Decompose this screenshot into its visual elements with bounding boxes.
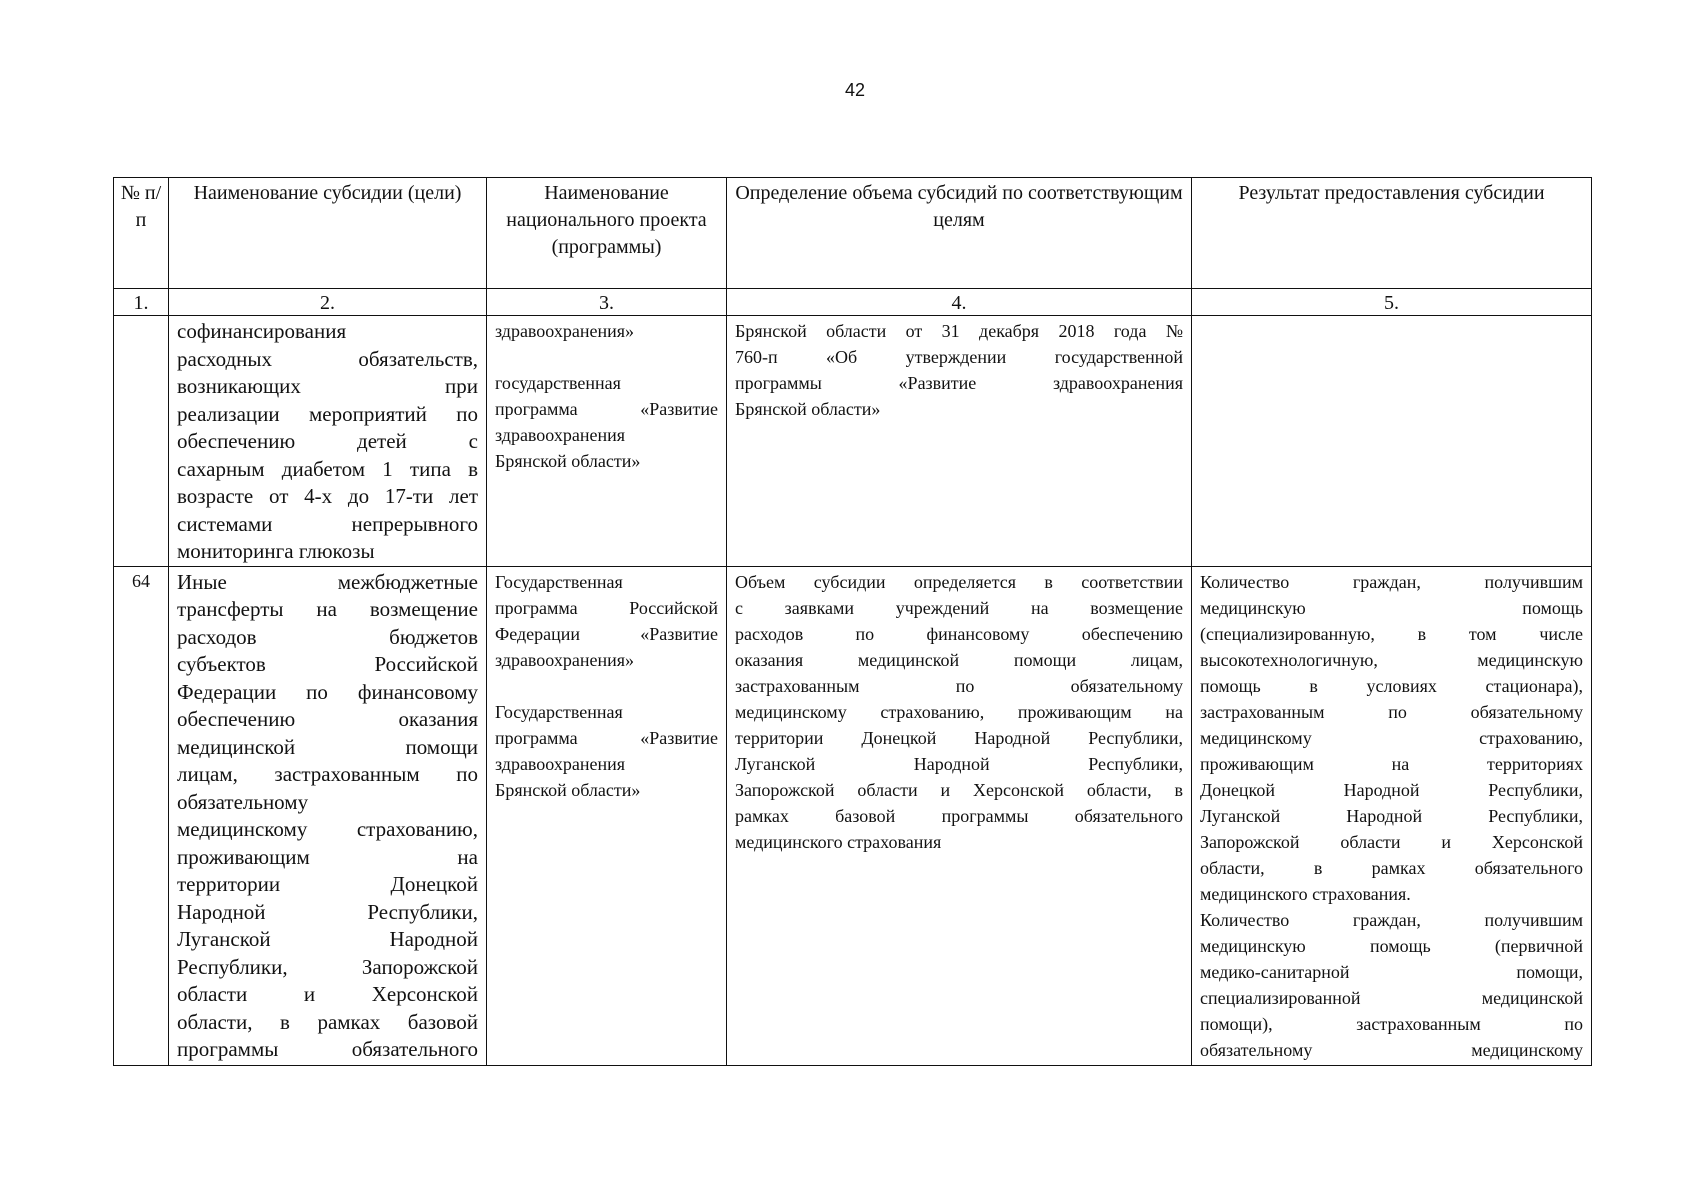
text-line: области, в рамках обязательного <box>1200 857 1583 878</box>
text-line: лицам, застрахованным по <box>177 762 478 786</box>
text-line: медицинского страхования <box>735 831 942 852</box>
text-line: обязательному <box>177 789 309 814</box>
column-number: 3. <box>487 289 727 316</box>
text-line: программы обязательного <box>177 1037 478 1061</box>
text-line: проживающим на <box>177 844 478 869</box>
text-line: застрахованным по обязательному <box>1200 701 1583 722</box>
column-number: 5. <box>1192 289 1592 316</box>
text-line: здравоохранения <box>495 753 626 774</box>
text-line: Федерации «Развитие <box>495 623 718 644</box>
text-line: программа Российской <box>495 597 718 618</box>
page-number: 42 <box>844 80 866 100</box>
text-line: Брянской области» <box>495 779 641 800</box>
header-number: № п/п <box>114 178 169 289</box>
text-line: области и Херсонской <box>177 982 478 1006</box>
table-row <box>114 316 1592 567</box>
text-line: Луганской Народной <box>177 927 478 951</box>
text-line: трансферты на возмещение <box>177 597 478 621</box>
text-line: софинансирования <box>177 319 347 343</box>
text-line: Количество граждан, получившим <box>1200 909 1583 930</box>
text-line: Луганской Народной Республики, <box>735 753 1183 774</box>
text-line: Государственная <box>495 571 623 592</box>
text-line: рамках базовой программы обязательного <box>735 805 1183 826</box>
text-line: обязательному медицинскому <box>1200 1039 1583 1060</box>
text-line: территории Донецкой Народной Республики, <box>735 727 1183 748</box>
text-line: здравоохранения» <box>495 649 635 670</box>
text-line: Брянской области» <box>495 451 641 471</box>
column-number: 2. <box>169 289 487 316</box>
text-line: 760-п «Об утверждении государственной <box>735 347 1183 367</box>
text-line: Запорожской области и Херсонской <box>1200 831 1583 852</box>
text-line: субъектов Российской <box>177 652 478 676</box>
text-line: Иные межбюджетные <box>177 569 478 594</box>
header-national-project: Наименование национального проекта (программы) <box>487 178 727 289</box>
text-line: здравоохранения» <box>495 321 635 341</box>
header-result: Результат предоставления субсидии <box>1192 178 1592 289</box>
result-cell <box>1192 566 1592 1065</box>
text-line: здравоохранения <box>495 425 626 445</box>
text-line: с заявками учреждений на возмещение <box>735 597 1183 618</box>
text-line: возрасте от 4-х до 17-ти лет <box>177 484 478 508</box>
text-line: расходных обязательств, <box>177 346 478 371</box>
subsidy-table <box>113 177 1592 1066</box>
table-header-row <box>114 178 1592 289</box>
text-line: Запорожской области и Херсонской области, в <box>735 779 1183 800</box>
text-line: области, в рамках базовой <box>177 1009 478 1034</box>
volume-definition-cell <box>727 316 1192 567</box>
text-line: медицинской помощи <box>177 734 478 759</box>
text-line: территории Донецкой <box>177 872 478 896</box>
header-volume-definition: Определение объема субсидий по соответствующим целям <box>727 178 1192 289</box>
text-line: медицинского страхования. <box>1200 883 1411 904</box>
text-line: медицинскую помощь <box>1200 597 1583 618</box>
national-project-cell <box>487 316 727 567</box>
text-line: проживающим на территориях <box>1200 753 1583 774</box>
text-line: Донецкой Народной Республики, <box>1200 779 1583 800</box>
text-line: Народной Республики, <box>177 899 478 924</box>
text-line: мониторинга глюкозы <box>177 539 375 563</box>
text-line: медицинскому страхованию, проживающим на <box>735 701 1183 722</box>
text-line: медицинскому страхованию, <box>177 817 478 841</box>
text-line: программа «Развитие <box>495 399 718 419</box>
text-line: системами непрерывного <box>177 511 478 536</box>
text-line: расходов по финансовому обеспечению <box>735 623 1183 644</box>
header-subsidy-name: Наименование субсидии (цели) <box>169 178 487 289</box>
text-line: медико-санитарной помощи, <box>1200 961 1583 982</box>
text-line: Брянской области от 31 декабря 2018 года № <box>735 321 1183 341</box>
text-line: помощь в условиях стационара), <box>1200 675 1583 696</box>
column-number: 4. <box>727 289 1192 316</box>
text-line: Количество граждан, получившим <box>1200 571 1583 592</box>
text-line: возникающих при <box>177 374 478 398</box>
text-line: специализированной медицинской <box>1200 987 1583 1008</box>
table-row <box>114 566 1592 1065</box>
text-line: обеспечению оказания <box>177 707 478 731</box>
text-line: помощи), застрахованным по <box>1200 1013 1583 1034</box>
text-line: медицинскую помощь (первичной <box>1200 935 1583 956</box>
text-line: программы «Развитие здравоохранения <box>735 373 1183 393</box>
text-line: обеспечению детей с <box>177 429 478 453</box>
subsidy-name-cell <box>169 316 487 567</box>
text-line: высокотехнологичную, медицинскую <box>1200 649 1583 670</box>
text-line: Луганской Народной Республики, <box>1200 805 1583 826</box>
national-project-cell <box>487 566 727 1065</box>
text-line: застрахованным по обязательному <box>735 675 1183 696</box>
text-line: оказания медицинской помощи лицам, <box>735 649 1183 670</box>
text-line: Брянской области» <box>735 399 881 419</box>
text-line: медицинскому страхованию, <box>1200 727 1583 748</box>
row-number: 64 <box>114 566 169 1065</box>
text-line: Объем субсидии определяется в соответствии <box>735 571 1183 592</box>
text-line: программа «Развитие <box>495 727 718 748</box>
text-line: расходов бюджетов <box>177 624 478 649</box>
volume-definition-cell <box>727 566 1192 1065</box>
subsidy-name-cell <box>169 566 487 1065</box>
text-line: Государственная <box>495 701 623 722</box>
row-number <box>114 316 169 567</box>
column-number-row <box>114 289 1592 316</box>
text-line: Федерации по финансовому <box>177 679 478 704</box>
text-line: реализации мероприятий по <box>177 401 478 426</box>
column-number: 1. <box>114 289 169 316</box>
text-line: сахарным диабетом 1 типа в <box>177 456 478 481</box>
text-line: Республики, Запорожской <box>177 954 478 979</box>
text-line: государственная <box>495 373 621 393</box>
text-line: (специализированную, в том числе <box>1200 623 1583 644</box>
result-cell <box>1192 316 1592 567</box>
